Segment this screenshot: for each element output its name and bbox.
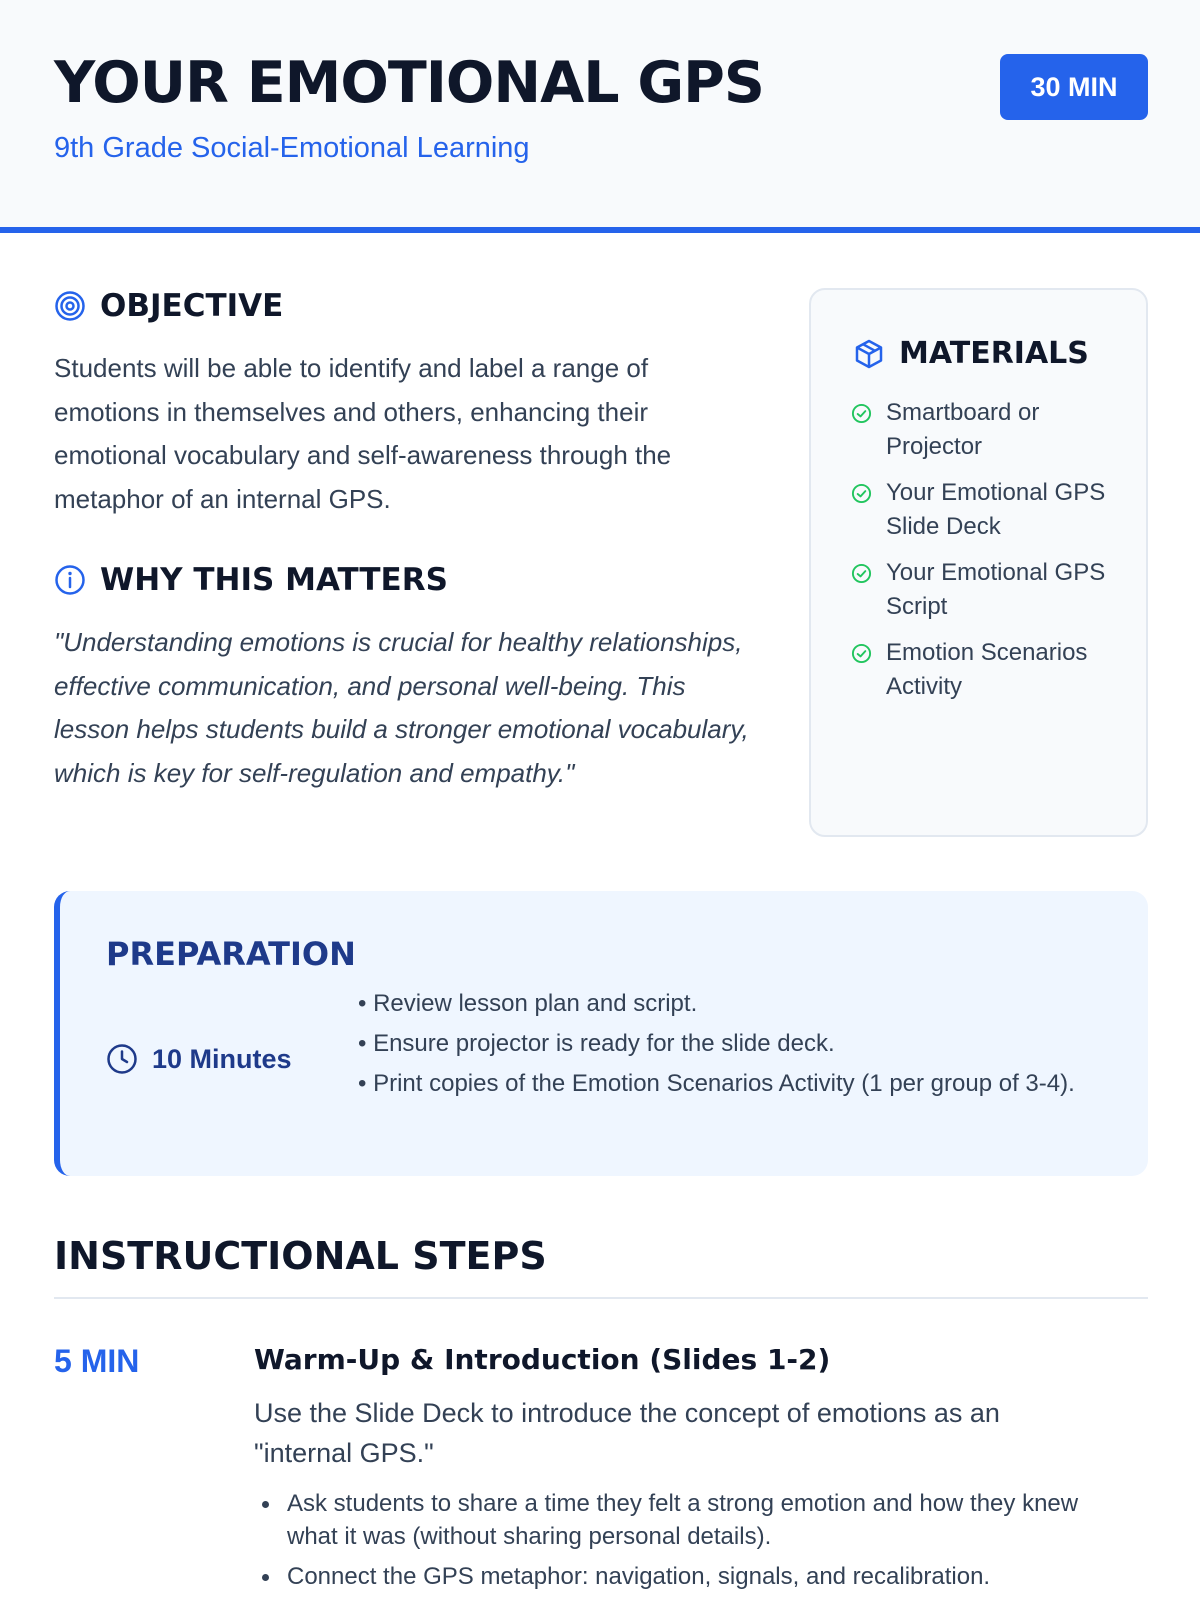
page-title: YOUR EMOTIONAL GPS (54, 50, 764, 116)
duration-badge: 30 MIN (1000, 54, 1148, 120)
why-heading-label: WHY THIS MATTERS (100, 562, 448, 598)
list-item (851, 476, 1131, 544)
step-time: 5 MIN (54, 1343, 140, 1379)
list-item (851, 636, 1131, 704)
step-title: Warm-Up & Introduction (Slides 1-2) (254, 1343, 831, 1376)
info-icon (54, 564, 86, 596)
objective-heading (54, 288, 283, 324)
materials-card (809, 288, 1148, 837)
clock-icon (106, 1043, 138, 1075)
preparation-heading: PREPARATION (106, 935, 356, 973)
list-item: • Review lesson plan and script. (358, 987, 1088, 1020)
material-label: Emotion Scenarios Activity (886, 639, 1088, 700)
why-heading (54, 562, 448, 598)
check-circle-icon (851, 483, 872, 504)
material-label: Your Emotional GPS Slide Deck (886, 479, 1106, 540)
why-quote: "Understanding emotions is crucial for healthy relationships, effective communication, and personal well-being. This lesson helps students build a stronger emotional vocabulary, which is key for self-regulation and empathy." (54, 627, 749, 788)
preparation-box (54, 891, 1148, 1176)
list-item (851, 556, 1131, 624)
preparation-time-label: 10 Minutes (152, 1043, 292, 1074)
materials-heading-label: MATERIALS (899, 336, 1089, 371)
page-header (0, 0, 1200, 233)
check-circle-icon (851, 403, 872, 424)
divider (54, 1297, 1148, 1299)
page-subtitle: 9th Grade Social-Emotional Learning (54, 132, 530, 164)
list-item: • Print copies of the Emotion Scenarios Activity (1 per group of 3-4). (358, 1067, 1088, 1100)
list-item: Connect the GPS metaphor: navigation, signals, and recalibration. (254, 1560, 1134, 1593)
preparation-time (106, 1043, 292, 1075)
list-item (851, 396, 1131, 464)
check-circle-icon (851, 563, 872, 584)
box-icon (853, 338, 885, 370)
step-description: Use the Slide Deck to introduce the concept of emotions as an "internal GPS." (254, 1398, 1000, 1468)
steps-heading: INSTRUCTIONAL STEPS (54, 1234, 547, 1278)
materials-heading (853, 336, 1089, 371)
objective-text: Students will be able to identify and label a range of emotions in themselves and others, enhancing their emotional vocabulary and self-awareness through the metaphor of an internal GPS. (54, 353, 672, 514)
list-item: Ask students to share a time they felt a strong emotion and how they knew what it was (without sharing personal details). (254, 1487, 1134, 1553)
step-bullet-list (254, 1487, 1134, 1600)
preparation-list (358, 987, 1088, 1107)
list-item: • Ensure projector is ready for the slide deck. (358, 1027, 1088, 1060)
materials-list (851, 396, 1131, 716)
objective-heading-label: OBJECTIVE (100, 288, 284, 324)
check-circle-icon (851, 643, 872, 664)
material-label: Smartboard or Projector (886, 399, 1040, 460)
material-label: Your Emotional GPS Script (886, 559, 1106, 620)
target-icon (54, 290, 86, 322)
